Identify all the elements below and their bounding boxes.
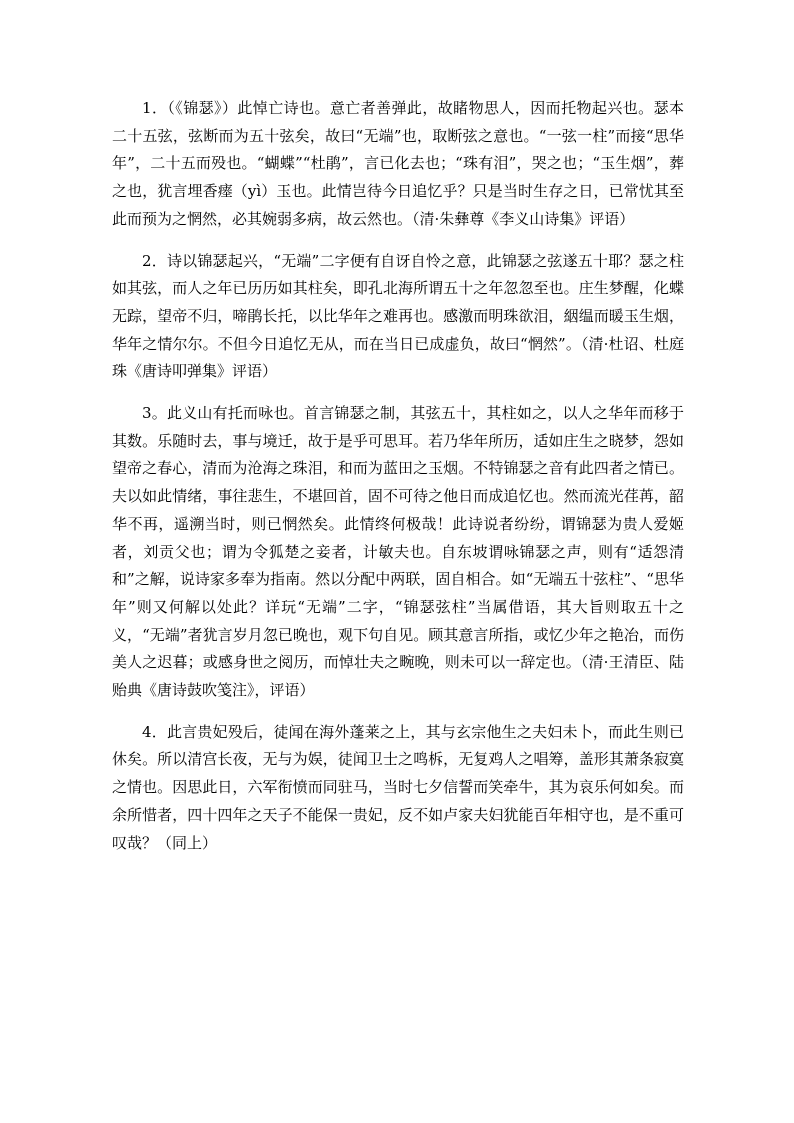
commentary-paragraph-3: 3。此义山有托而咏也。首言锦瑟之制，其弦五十，其柱如之，以人之华年而移于其数。乐随时去，事与境迁，故于是乎可思耳。若乃华年所历，适如庄生之晓梦，怨如望帝之春心，清而为沧海之珠泪，和而为蓝田之玉烟。不特锦瑟之音有此四者之情已。夫以如此情绪，事往悲生，不堪回首，固不可待之他日而成追忆也。然而流光荏苒，韶华不再，遥溯当时，则已惘然矣。此情终何极哉！此诗说者纷纷，谓锦瑟为贵人爱姬者，刘贡父也；谓为令狐楚之妾者，计敏夫也。自东坡谓咏锦瑟之声，则有“适怨清和”之解，说诗家多奉为指南。然以分配中两联，固自相合。如“无端五十弦柱”、“思华年”则又何解以处此？详玩“无端”二字，“锦瑟弦柱”当属借语，其大旨则取五十之义，“无端”者犹言岁月忽已晚也，观下句自见。顾其意言所指，或忆少年之艳冶，而伤美人之迟暮；或感身世之阅历，而悼壮夫之畹晚，则未可以一辞定也。（清·王清臣、陆贻典《唐诗鼓吹笺注》，评语） [112, 404, 684, 700]
commentary-paragraph-2: 2．诗以锦瑟起兴，“无端”二字便有自讶自怜之意，此锦瑟之弦遂五十耶？瑟之柱如其弦，而人之年已历历如其柱矣，即孔北海所谓五十之年忽忽至也。庄生梦醒，化蝶无踪，望帝不归，啼鹃长托，以比华年之难再也。感激而明珠欲泪，絪缊而暖玉生烟，华年之情尔尔。不但今日追忆无从，而在当日已成虚负，故曰“惘然”。（清·杜诏、杜庭珠《唐诗叩弹集》评语） [112, 251, 684, 381]
document-page [112, 95, 684, 857]
commentary-paragraph-4: 4．此言贵妃殁后，徒闻在海外蓬莱之上，其与玄宗他生之夫妇未卜，而此生则已休矣。所以清宫长夜，无与为娱，徒闻卫士之鸣柝，无复鸡人之唱筹，盖形其萧条寂寞之情也。因思此日，六军衔愤而同驻马，当时七夕信誓而笑牵牛，其为哀乐何如矣。而余所惜者，四十四年之天子不能保一贵妃，反不如卢家夫妇犹能百年相守也，是不重可叹哉？（同上） [112, 722, 684, 852]
commentary-paragraph-1: 1．（《锦瑟》）此悼亡诗也。意亡者善弹此，故睹物思人，因而托物起兴也。瑟本二十五弦，弦断而为五十弦矣，故曰“无端”也，取断弦之意也。“一弦一柱”而接“思华年”，二十五而殁也。“蝴蝶”“杜鹃”，言已化去也；“珠有泪”，哭之也；“玉生烟”，葬之也，犹言埋香瘗（yì）玉也。此情岂待今日追忆乎？只是当时生存之日，已常忧其至此而预为之惘然，必其婉弱多病，故云然也。（清·朱彝尊《李义山诗集》评语） [112, 99, 684, 228]
